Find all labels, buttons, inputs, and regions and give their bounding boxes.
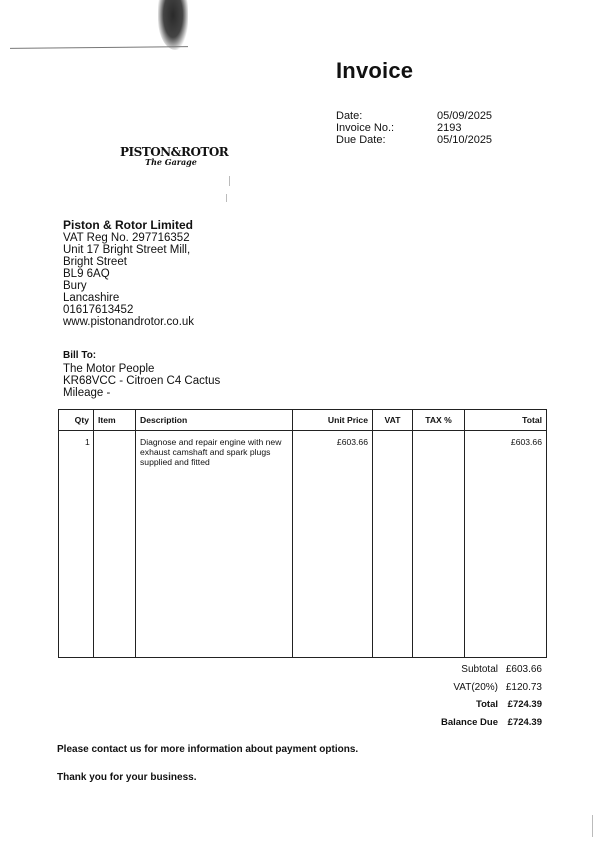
col-tax-header: TAX % xyxy=(413,410,465,431)
meta-label: Due Date: xyxy=(336,134,386,146)
balance-due-value: £724.39 xyxy=(507,716,542,728)
row-tax xyxy=(413,431,465,658)
total-label: Total xyxy=(476,699,498,711)
scan-smudge xyxy=(158,0,188,50)
subtotal-row xyxy=(420,661,542,679)
company-name: Piston & Rotor Limited xyxy=(63,218,193,232)
meta-invoice-no xyxy=(336,122,492,134)
logo-tagline: The Garage xyxy=(145,157,197,167)
company-details xyxy=(63,219,194,328)
scan-line xyxy=(10,46,188,49)
company-phone: 01617613452 xyxy=(63,304,134,316)
subtotal-label: Subtotal xyxy=(461,664,498,676)
total-row xyxy=(420,696,542,714)
bill-to-mileage: Mileage - xyxy=(63,387,111,399)
totals-block xyxy=(420,661,542,731)
col-total-header: Total xyxy=(465,410,547,431)
row-item xyxy=(94,431,136,658)
col-qty-header: Qty xyxy=(59,410,94,431)
col-vat-header: VAT xyxy=(373,410,413,431)
invoice-meta xyxy=(336,110,492,146)
vat-row xyxy=(420,679,542,697)
meta-date xyxy=(336,110,492,122)
balance-due-row xyxy=(420,714,542,732)
balance-due-label: Balance Due xyxy=(440,716,498,728)
table-row xyxy=(59,431,547,658)
company-town: Bury xyxy=(63,280,87,292)
row-vat xyxy=(373,431,413,658)
scan-tick xyxy=(592,815,593,837)
total-value: £724.39 xyxy=(507,699,542,711)
bill-to-label: Bill To: xyxy=(63,350,97,361)
company-postcode: BL9 6AQ xyxy=(63,268,110,280)
col-description-header: Description xyxy=(136,410,293,431)
vat-label: VAT(20%) xyxy=(453,681,498,693)
scan-tick xyxy=(226,194,227,202)
subtotal-value: £603.66 xyxy=(505,664,542,676)
bill-to-vehicle: KR68VCC - Citroen C4 Cactus xyxy=(63,375,221,387)
table-header-row xyxy=(59,410,547,431)
company-county: Lancashire xyxy=(63,292,120,304)
col-item-header: Item xyxy=(94,410,136,431)
row-description: Diagnose and repair engine with new exhaust camshaft and spark plugs supplied and fitted xyxy=(136,431,293,658)
company-logo xyxy=(120,145,229,167)
company-vat: VAT Reg No. 297716352 xyxy=(63,232,190,244)
company-address-line: Bright Street xyxy=(63,256,127,268)
bill-to xyxy=(63,350,220,399)
meta-value: 2193 xyxy=(437,122,462,134)
scan-tick xyxy=(229,176,230,186)
company-website: www.pistonandrotor.co.uk xyxy=(63,316,195,328)
row-total: £603.66 xyxy=(465,431,547,658)
thank-you-note: Thank you for your business. xyxy=(57,772,197,783)
meta-due-date xyxy=(336,134,492,146)
company-address-line: Unit 17 Bright Street Mill, xyxy=(63,244,191,256)
payment-contact-note: Please contact us for more information about payment options. xyxy=(57,744,359,755)
line-items-table xyxy=(58,409,547,658)
row-unit-price: £603.66 xyxy=(293,431,373,658)
vat-value: £120.73 xyxy=(505,681,542,693)
col-unit-price-header: Unit Price xyxy=(293,410,373,431)
meta-value: 05/09/2025 xyxy=(437,110,493,122)
meta-label: Date: xyxy=(336,110,363,122)
row-qty: 1 xyxy=(59,431,94,658)
invoice-title: Invoice xyxy=(336,58,414,83)
meta-value: 05/10/2025 xyxy=(437,134,493,146)
meta-label: Invoice No.: xyxy=(336,122,395,134)
logo-wordmark: PISTON&ROTOR xyxy=(120,145,229,159)
bill-to-customer: The Motor People xyxy=(63,363,155,375)
